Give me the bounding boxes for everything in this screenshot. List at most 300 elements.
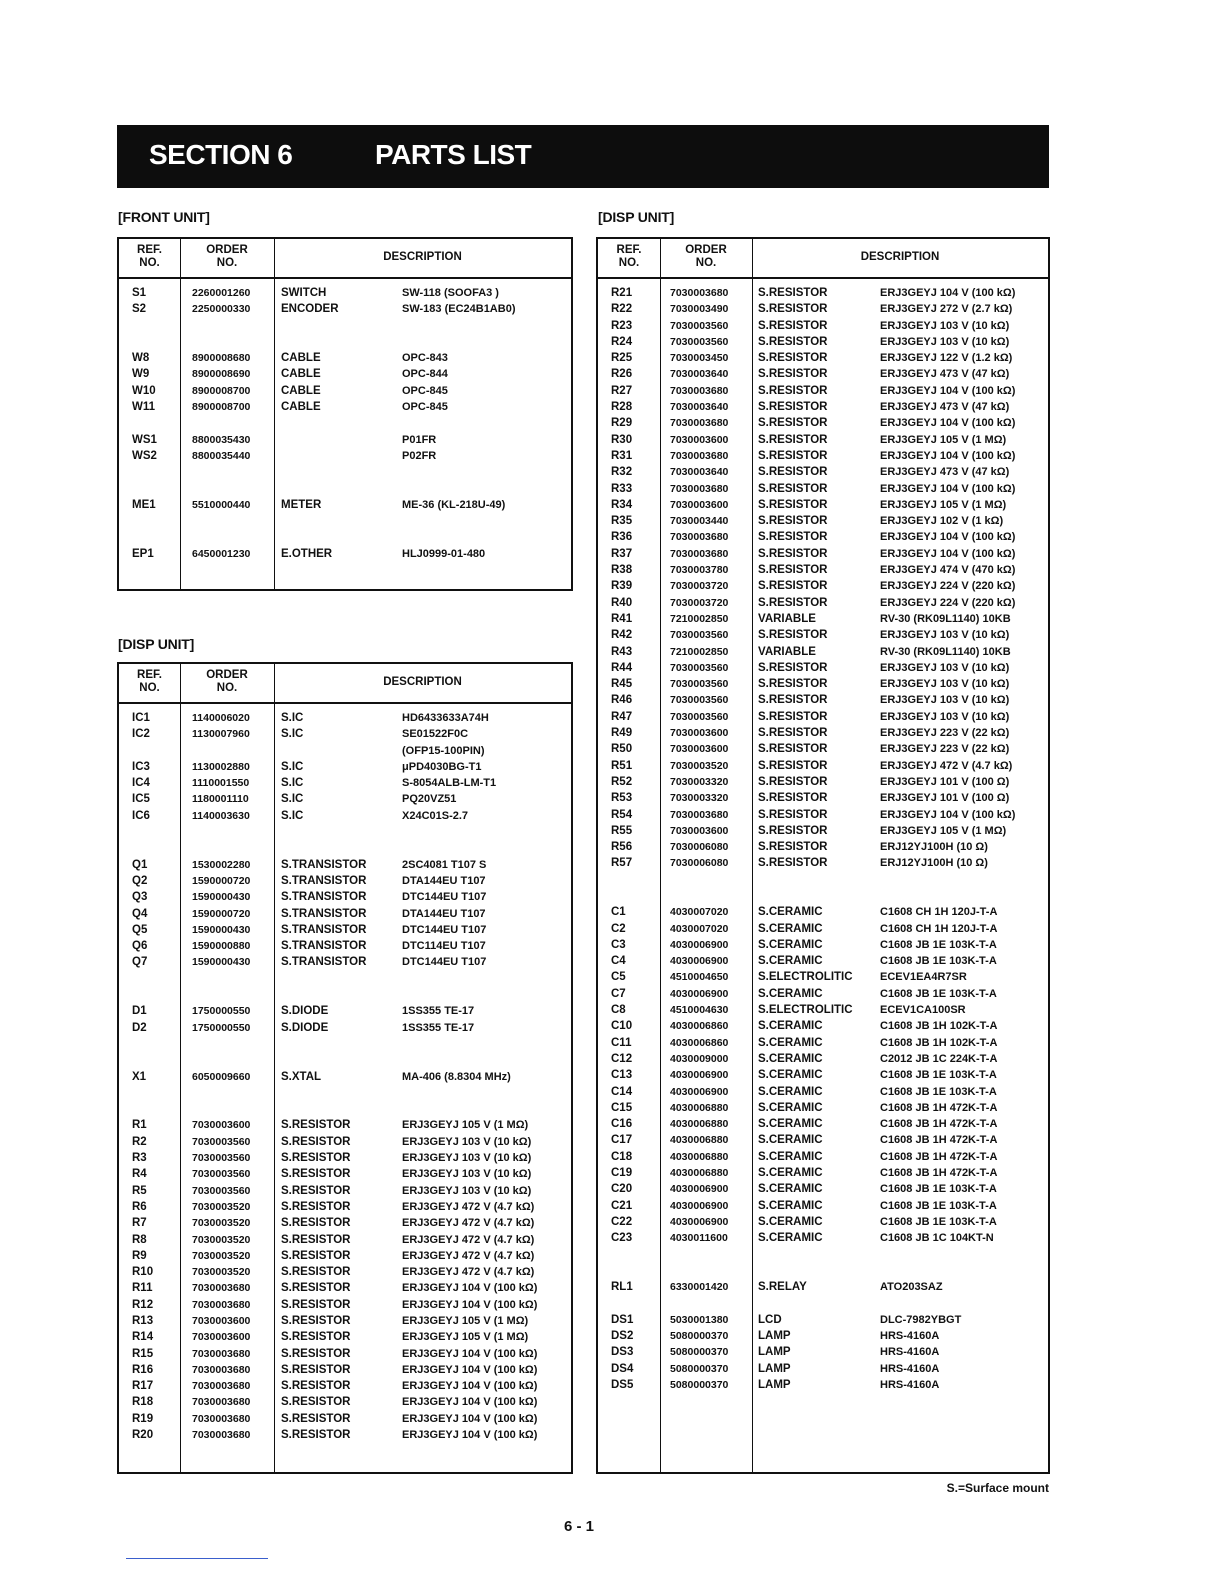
part-type: S.IC (281, 728, 304, 741)
header-label: DESCRIPTION (383, 251, 462, 263)
table-row (598, 1067, 1048, 1083)
part-type: S.CERAMIC (758, 938, 823, 951)
table-row (598, 692, 1048, 708)
part-description: ERJ3GEYJ 103 V (10 kΩ) (402, 1184, 532, 1197)
part-type: S.CERAMIC (758, 1101, 823, 1114)
ref-no: C2 (611, 922, 626, 935)
table-row (598, 301, 1048, 317)
part-type: S.RESISTOR (281, 1119, 351, 1132)
part-type: S.TRANSISTOR (281, 891, 367, 904)
part-type: S.RESISTOR (758, 531, 828, 544)
table-row (119, 1183, 571, 1199)
part-description: C1608 JB 1H 102K-T-A (880, 1036, 998, 1049)
part-type: S.IC (281, 760, 304, 773)
order-no: 7030003640 (670, 401, 729, 414)
part-type: S.RESISTOR (281, 1266, 351, 1279)
table-row (119, 366, 571, 382)
order-no: 4030006900 (670, 1183, 729, 1196)
part-description: OPC-843 (402, 352, 448, 365)
part-description: ERJ3GEYJ 474 V (470 kΩ) (880, 564, 1016, 577)
header-label: REF. (137, 669, 162, 681)
ref-no: R30 (611, 433, 633, 446)
header-label: NO. (139, 257, 160, 269)
ref-no: W10 (132, 384, 156, 397)
order-no: 4030006880 (670, 1101, 729, 1114)
table-body (598, 285, 1048, 1393)
order-no: 7030003640 (670, 466, 729, 479)
disp-unit-left-table (117, 662, 573, 1474)
ref-no: R49 (611, 727, 633, 740)
part-type: S.TRANSISTOR (281, 940, 367, 953)
part-type: S.RESISTOR (758, 384, 828, 397)
part-type: S.RESISTOR (758, 319, 828, 332)
order-no: 1590000720 (192, 874, 251, 887)
order-no: 4030006900 (670, 1069, 729, 1082)
order-no: 7030003320 (670, 775, 729, 788)
part-description: C1608 JB 1H 102K-T-A (880, 1020, 998, 1033)
part-description: ERJ3GEYJ 272 V (2.7 kΩ) (880, 303, 1013, 316)
order-no: 1590000430 (192, 891, 251, 904)
header-label: NO. (618, 257, 640, 269)
ref-no: R11 (132, 1282, 153, 1295)
order-no: 7030003520 (192, 1266, 251, 1279)
order-no: 7030003680 (192, 1380, 251, 1393)
table-row (119, 840, 571, 856)
table-row (598, 627, 1048, 643)
ref-no: EP1 (132, 547, 154, 560)
section-banner (117, 125, 1049, 188)
part-type: S.RESISTOR (758, 287, 828, 299)
ref-no: W8 (132, 352, 150, 365)
order-no: 2250000330 (192, 303, 251, 316)
part-description: OPC-844 (402, 368, 448, 381)
order-no: 4030006880 (670, 1118, 729, 1131)
table-row (119, 285, 571, 301)
order-no: 1180001110 (192, 793, 249, 806)
table-row (598, 953, 1048, 969)
table-header (598, 239, 1048, 279)
part-description: ERJ3GEYJ 224 V (220 kΩ) (880, 596, 1016, 609)
table-row (598, 546, 1048, 562)
table-row (119, 1215, 571, 1231)
table-row (598, 660, 1048, 676)
order-no: 4510004630 (670, 1004, 729, 1017)
table-row (598, 1149, 1048, 1165)
table-row (598, 285, 1048, 301)
ref-no: X1 (132, 1070, 147, 1083)
part-type: S.RESISTOR (758, 824, 828, 837)
header-label: NO. (139, 682, 160, 694)
ref-no: C1 (611, 906, 626, 919)
order-no: 7030003520 (192, 1249, 251, 1262)
part-description: ERJ3GEYJ 103 V (10 kΩ) (880, 661, 1010, 674)
part-description: ERJ3GEYJ 472 V (4.7 kΩ) (880, 759, 1013, 772)
ref-no: R14 (132, 1331, 154, 1344)
section-number: SECTION 6 (149, 139, 293, 170)
order-no: 8800035440 (192, 449, 251, 462)
part-type: S.RESISTOR (758, 857, 828, 870)
part-type: CABLE (281, 368, 321, 381)
part-description: SE01522F0C (402, 728, 469, 741)
part-description: ERJ3GEYJ 472 V (4.7 kΩ) (402, 1217, 535, 1230)
order-no: 7030003680 (670, 417, 729, 430)
table-header (119, 239, 571, 279)
table-row (119, 1069, 571, 1085)
order-no: 7030003560 (670, 678, 729, 691)
order-no: 1130002880 (192, 760, 250, 773)
table-row (598, 1263, 1048, 1279)
part-description: C1608 JB 1E 103K-T-A (880, 938, 997, 951)
part-description: (OFP15-100PIN) (402, 744, 485, 757)
header-label: NO. (695, 257, 717, 269)
part-description: DLC-7982YBGT (880, 1313, 962, 1326)
header-label: NO. (216, 682, 238, 694)
ref-no: R12 (132, 1298, 154, 1311)
order-no: 4030007020 (670, 922, 729, 935)
ref-no: Q7 (132, 956, 148, 969)
ref-no: R5 (132, 1184, 147, 1197)
table-row (598, 529, 1048, 545)
ref-no: DS5 (611, 1378, 634, 1391)
part-description: ECEV1EA4R7SR (880, 971, 967, 984)
table-row (598, 497, 1048, 513)
ref-no: C13 (611, 1069, 633, 1082)
ref-no: ME1 (132, 498, 156, 511)
table-row (598, 448, 1048, 464)
part-type: S.RESISTOR (281, 1412, 351, 1425)
part-type: S.IC (281, 809, 304, 822)
table-row (119, 399, 571, 415)
part-description: HRS-4160A (880, 1330, 940, 1342)
table-row (119, 1232, 571, 1248)
part-description: C1608 JB 1E 103K-T-A (880, 1215, 997, 1228)
order-no: 7030003560 (670, 661, 729, 674)
table-row (119, 1427, 571, 1443)
part-type: S.CERAMIC (758, 1052, 823, 1065)
ref-no: C19 (611, 1167, 633, 1180)
order-no: 7030003600 (670, 498, 729, 511)
part-description: ERJ3GEYJ 105 V (1 MΩ) (880, 824, 1007, 837)
order-no: 7030003560 (670, 335, 729, 348)
part-description: PQ20VZ51 (402, 793, 457, 806)
part-description: P02FR (402, 449, 437, 462)
table-row (119, 710, 571, 726)
part-description: μPD4030BG-T1 (402, 760, 482, 773)
table-row (119, 857, 571, 873)
order-no: 1140006020 (192, 712, 250, 724)
disp-unit-left-title: [DISP UNIT] (118, 636, 195, 652)
part-type: S.RESISTOR (281, 1200, 351, 1213)
ref-no: C7 (611, 987, 626, 1000)
ref-no: R3 (132, 1152, 147, 1165)
part-type: E.OTHER (281, 547, 333, 560)
order-no: 7030003680 (670, 482, 729, 495)
part-description: ECEV1CA100SR (880, 1004, 966, 1017)
table-row (119, 1117, 571, 1133)
ref-no: R33 (611, 482, 633, 495)
ref-no: R38 (611, 564, 633, 577)
ref-no: R35 (611, 515, 633, 528)
part-description: C1608 CH 1H 120J-T-A (880, 906, 998, 919)
part-description: HD6433633A74H (402, 712, 489, 724)
part-type: S.XTAL (281, 1070, 322, 1083)
order-no: 7030003450 (670, 352, 729, 365)
ref-no: S2 (132, 303, 147, 316)
table-row (119, 743, 571, 759)
order-no: 1750000550 (192, 1005, 251, 1018)
part-description: C1608 JB 1E 103K-T-A (880, 1199, 997, 1212)
ref-no: IC5 (132, 793, 150, 806)
part-description: DTC144EU T107 (402, 891, 487, 904)
part-type: S.RESISTOR (281, 1249, 351, 1262)
ref-no: R25 (611, 352, 633, 365)
table-row (598, 350, 1048, 366)
ref-no: R39 (611, 580, 633, 593)
ref-no: R44 (611, 661, 633, 674)
table-row (119, 906, 571, 922)
order-no: 5510000440 (192, 498, 251, 511)
table-row (119, 383, 571, 399)
part-type: S.TRANSISTOR (281, 874, 367, 887)
ref-no: R29 (611, 417, 633, 430)
order-no: 7030003600 (670, 433, 729, 446)
part-type: S.RESISTOR (758, 759, 828, 772)
order-no: 7030003680 (670, 531, 729, 544)
part-description: ERJ3GEYJ 104 V (100 kΩ) (880, 417, 1016, 430)
part-type: S.RESISTOR (758, 580, 828, 593)
part-description: ERJ3GEYJ 105 V (1 MΩ) (402, 1119, 529, 1132)
part-type: S.RESISTOR (281, 1347, 351, 1360)
part-type: S.RESISTOR (758, 678, 828, 691)
ref-no: DS2 (611, 1330, 634, 1342)
part-description: ERJ3GEYJ 122 V (1.2 kΩ) (880, 352, 1013, 365)
part-description: MA-406 (8.8304 MHz) (402, 1070, 511, 1083)
order-no: 7030003440 (670, 515, 729, 528)
order-no: 7030003680 (192, 1429, 251, 1442)
part-type: S.RESISTOR (758, 564, 828, 577)
table-row (119, 1362, 571, 1378)
ref-no: C20 (611, 1183, 633, 1196)
ref-no: R23 (611, 319, 633, 332)
part-type: S.CERAMIC (758, 1085, 823, 1098)
ref-no: C16 (611, 1118, 633, 1131)
part-description: 1SS355 TE-17 (402, 1021, 475, 1034)
part-type: S.RESISTOR (758, 841, 828, 854)
ref-no: R27 (611, 384, 633, 397)
part-description: ERJ3GEYJ 105 V (1 MΩ) (880, 498, 1007, 511)
table-row (598, 709, 1048, 725)
part-type: S.RESISTOR (281, 1135, 351, 1148)
part-type: S.RESISTOR (281, 1233, 351, 1246)
order-no: 7030003560 (192, 1135, 251, 1148)
ref-no: Q3 (132, 891, 148, 904)
table-row (598, 1328, 1048, 1344)
part-type: S.RESISTOR (758, 303, 828, 316)
order-no: 2260001260 (192, 287, 251, 299)
table-row (598, 644, 1048, 660)
ref-no: IC1 (132, 712, 150, 724)
ref-no: R16 (132, 1363, 154, 1376)
part-description: ERJ3GEYJ 105 V (1 MΩ) (402, 1314, 529, 1327)
ref-no: W11 (132, 401, 156, 414)
ref-no: WS1 (132, 433, 157, 446)
part-type: S.RESISTOR (758, 352, 828, 365)
part-type: S.RESISTOR (758, 775, 828, 788)
ref-no: R15 (132, 1347, 154, 1360)
ref-no: R31 (611, 449, 633, 462)
part-description: ERJ3GEYJ 101 V (100 Ω) (880, 792, 1010, 805)
table-row (119, 1264, 571, 1280)
order-no: 4030006880 (670, 1150, 729, 1163)
ref-no: RL1 (611, 1281, 633, 1294)
order-no: 7030003680 (192, 1363, 251, 1376)
ref-no: W9 (132, 368, 150, 381)
table-row (119, 497, 571, 513)
part-description: ERJ3GEYJ 472 V (4.7 kΩ) (402, 1200, 535, 1213)
part-type: S.CERAMIC (758, 1036, 823, 1049)
part-type: S.CERAMIC (758, 955, 823, 968)
table-row (598, 1198, 1048, 1214)
table-row (119, 873, 571, 889)
ref-no: C12 (611, 1052, 633, 1065)
table-row (598, 481, 1048, 497)
ref-no: R7 (132, 1217, 147, 1230)
table-row (598, 383, 1048, 399)
table-row (598, 986, 1048, 1002)
table-row (598, 676, 1048, 692)
part-type: S.CERAMIC (758, 1232, 823, 1245)
order-no: 7030003680 (192, 1396, 251, 1409)
ref-no: C8 (611, 1004, 626, 1017)
disp-unit-right-table (596, 237, 1050, 1474)
part-description: ERJ3GEYJ 472 V (4.7 kΩ) (402, 1233, 535, 1246)
ref-no: R4 (132, 1168, 147, 1181)
section-title: PARTS LIST (375, 139, 532, 170)
ref-no: IC2 (132, 728, 150, 741)
part-type: S.CERAMIC (758, 1167, 823, 1180)
part-description: RV-30 (RK09L1140) 10KB (880, 645, 1011, 658)
order-no: 6330001420 (670, 1281, 729, 1294)
order-no: 7030003680 (192, 1412, 251, 1425)
order-no: 1590000430 (192, 956, 251, 969)
table-row (598, 969, 1048, 985)
part-type: S.RESISTOR (758, 808, 828, 821)
part-description: C1608 JB 1E 103K-T-A (880, 1183, 997, 1196)
order-no: 7210002850 (670, 612, 729, 625)
part-type: S.RESISTOR (758, 368, 828, 381)
table-row (119, 775, 571, 791)
ref-no: Q1 (132, 858, 148, 871)
part-description: X24C01S-2.7 (402, 809, 469, 822)
part-description: ERJ3GEYJ 103 V (10 kΩ) (880, 629, 1010, 642)
ref-no: R36 (611, 531, 633, 544)
part-description: ERJ3GEYJ 104 V (100 kΩ) (880, 547, 1016, 560)
part-type: S.TRANSISTOR (281, 907, 367, 920)
ref-no: R10 (132, 1266, 154, 1279)
table-row (119, 301, 571, 317)
part-description: DTC114EU T107 (402, 940, 486, 953)
table-row (598, 1279, 1048, 1295)
ref-no: C3 (611, 938, 626, 951)
part-description: ERJ3GEYJ 103 V (10 kΩ) (402, 1168, 532, 1181)
ref-no: C10 (611, 1020, 633, 1033)
table-row (598, 904, 1048, 920)
order-no: 1590000430 (192, 923, 251, 936)
table-row (598, 366, 1048, 382)
part-type: S.RESISTOR (758, 433, 828, 446)
table-row (598, 432, 1048, 448)
table-row (119, 481, 571, 497)
order-no: 8800035430 (192, 433, 251, 446)
part-description: OPC-845 (402, 384, 448, 397)
order-no: 7030003600 (670, 727, 729, 740)
ref-no: R54 (611, 808, 633, 821)
table-row (598, 1035, 1048, 1051)
order-no: 8900008680 (192, 352, 251, 365)
order-no: 7030003680 (192, 1298, 251, 1311)
table-row (119, 1411, 571, 1427)
part-type: S.IC (281, 712, 304, 724)
table-row (119, 1199, 571, 1215)
part-description: RV-30 (RK09L1140) 10KB (880, 612, 1011, 625)
table-row (598, 513, 1048, 529)
table-row (598, 1181, 1048, 1197)
part-description: ERJ3GEYJ 473 V (47 kΩ) (880, 401, 1010, 414)
part-type: S.RESISTOR (758, 498, 828, 511)
order-no: 7030003520 (192, 1217, 251, 1230)
part-description: ERJ3GEYJ 103 V (10 kΩ) (402, 1152, 532, 1165)
part-type: S.RESISTOR (758, 417, 828, 430)
table-row (119, 824, 571, 840)
part-type: S.RESISTOR (758, 547, 828, 560)
table-row (119, 1134, 571, 1150)
order-no: 6050009660 (192, 1070, 251, 1083)
table-row (598, 1230, 1048, 1246)
table-row (598, 1312, 1048, 1328)
ref-no: DS4 (611, 1362, 634, 1375)
part-description: ERJ3GEYJ 223 V (22 kΩ) (880, 743, 1010, 756)
ref-no: C5 (611, 971, 626, 984)
table-row (598, 1084, 1048, 1100)
part-type: S.TRANSISTOR (281, 858, 367, 871)
ref-no: R18 (132, 1396, 154, 1409)
order-no: 7030003600 (670, 824, 729, 837)
part-type: METER (281, 498, 322, 511)
table-row (598, 415, 1048, 431)
table-row (119, 1020, 571, 1036)
order-no: 4030006900 (670, 955, 729, 968)
part-type: S.RESISTOR (281, 1298, 351, 1311)
part-type: S.CERAMIC (758, 1134, 823, 1147)
table-row (598, 921, 1048, 937)
header-label: NO. (216, 257, 238, 269)
order-no: 8900008700 (192, 401, 251, 414)
table-row (598, 937, 1048, 953)
order-no: 7030003560 (670, 319, 729, 332)
table-row (119, 1280, 571, 1296)
part-description: ERJ3GEYJ 104 V (100 kΩ) (880, 384, 1016, 397)
order-no: 5080000370 (670, 1330, 729, 1342)
table-body (119, 710, 571, 1443)
part-description: SW-183 (EC24B1AB0) (402, 303, 516, 316)
order-no: 7030003720 (670, 580, 729, 593)
part-description: ERJ3GEYJ 105 V (1 MΩ) (880, 433, 1007, 446)
ref-no: R20 (132, 1429, 154, 1442)
part-type: S.RESISTOR (758, 515, 828, 528)
part-type: VARIABLE (758, 612, 816, 625)
table-row (119, 1378, 571, 1394)
order-no: 4030006900 (670, 938, 729, 951)
